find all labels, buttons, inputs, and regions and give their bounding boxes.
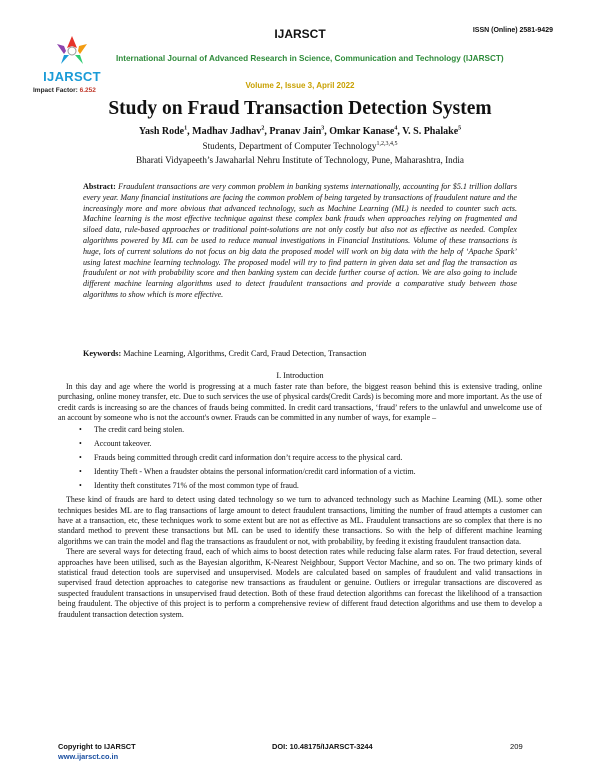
impact-label: Impact Factor: (33, 87, 78, 94)
affiliation-institute: Bharati Vidyapeeth’s Jawaharlal Nehru Institute of Technology, Pune, Maharashtra, India (135, 155, 464, 165)
author-name: Omkar Kanase (329, 126, 395, 137)
body-text (58, 382, 542, 620)
list-item: • Frauds being committed through credit card information don’t require access to the physical card. (94, 453, 542, 463)
fraud-types-list (58, 425, 542, 491)
author-sup: 3 (321, 125, 325, 132)
journal-name: International Journal of Advanced Research in Science, Communication and Technology (IJARSCT) (116, 54, 504, 63)
keywords-text: Machine Learning, Algorithms, Credit Card, Fraud Detection, Transaction (123, 349, 367, 358)
volume-info: Volume 2, Issue 3, April 2022 (245, 81, 355, 90)
page-number: 209 (510, 742, 523, 751)
paper-title: Study on Fraud Transaction Detection System (108, 98, 492, 119)
affiliation-text: Students, Department of Computer Technology (202, 141, 377, 151)
paragraph: These kind of frauds are hard to detect using dated technology so we turn to advanced technology such as Machine Learning (ML). some other techniques besides ML are to flag transactions of large amount to detect fraudulent transactions, limiting the number of fraud attempts a customer can have at a transaction, etc, these techniques work to some extent but are not as effective as ML. Fraudulent transactions are so complex that there is no standard method to prevent these transactions but ML can be used to identify these transactions. So with the help of different machine learning algorithms we can train the model and flag the transactions as fraudulent or not, with probability, by feeding it existing fraudulent transaction data. (58, 495, 542, 546)
list-item: • Identity theft constitutes 71% of the most common type of fraud. (94, 481, 542, 491)
footer-copyright: Copyright to IJARSCT (58, 742, 136, 751)
logo-emblem-icon (47, 34, 97, 68)
abstract-label: Abstract: (83, 182, 116, 191)
author-name: Yash Rode (138, 126, 185, 137)
author-list: Yash Rode$^1$, Madhav Jadhav$^2$, Pranav Jain$^3$, Omkar Kanase$^4$, V. S. Phalake$^5$ (138, 125, 462, 137)
issn: ISSN (Online) 2581-9429 (472, 27, 553, 34)
journal-logo (32, 34, 112, 84)
author-name: Pranav Jain (269, 126, 322, 137)
footer-doi: DOI: 10.48175/IJARSCT-3244 (272, 742, 373, 751)
author-name: V. S. Phalake (402, 126, 459, 137)
affiliation-sup: 1,2,3,4,5 (376, 140, 398, 147)
footer-url-link[interactable]: www.ijarsct.co.in (58, 752, 119, 761)
logo-text: IJARSCT (43, 69, 101, 84)
author-name: Madhav Jadhav (192, 126, 262, 137)
list-item: • The credit card being stolen. (94, 425, 542, 435)
keywords-label: Keywords: (83, 349, 122, 358)
running-header: IJARSCT (274, 27, 326, 41)
list-item: • Identity Theft - When a fraudster obtains the personal information/credit card information of a victim. (94, 467, 542, 477)
author-sup: 1 (184, 125, 188, 132)
paragraph: There are several ways for detecting fraud, each of which aims to boost detection rates while reducing false alarm rates. For fraud detection, several approaches have been utilised, such as the Bayesian algorithm, K-Nearest Neighbour, Support Vector Machine, and so on. The two primary kinds of statistical fraud detection tools are supervised and unsupervised. Models are calculated based on samples of fraudulent and valid transactions in supervised fraud detection approaches to categorise new transactions as fraudulent or genuine. Outliers or irregular transactions are discovered as suspected fraudulent transactions in unsupervised fraud detection. Both of these fraud detection algorithms can forecast the likelihood of a transaction being fraudulent. The objective of this project is to perform a comprehensive review of different fraud detection algorithms and use them to develop a fraudulent transaction detection system. (58, 547, 542, 619)
footer-left (58, 742, 136, 762)
author-sup: 2 (261, 125, 265, 132)
impact-value: 6.252 (79, 87, 96, 94)
abstract-text: Fraudulent transactions are very common problem in banking systems internationally, accounting for $5.1 trillion dollars every year. Many financial institutions are facing the common problem of being targeted by transactions of fraudulent nature and the increasingly more and more obvious that advanced technology, such as Machine Learning (ML) is needed to counter such acts. Machine learning is the most effective technique against these complex bank frauds when approaches relying on fragmented and siloed data, rule-based approaches or traditional point-solutions are not only costly but also not as effective as needed. Complex algorithms powered by ML can be used to reduce manual investigations in Financial Institutions. Volume of these transactions is huge, lots of current solutions do not focus on big data the proposed model will work on big data with the help of ‘Apache Spark’ using latest machine learning technology. The proposed model will try to find pattern in given data set and flag the transaction as fraudulent or not with probability score and then banking system can decide further course of action. We are also going to include different machine learning algorithms used to detect fraudulent transactions and provide a comparative study between those algorithms to show which is more effective. (83, 182, 517, 299)
affiliation-department (0, 141, 600, 151)
paragraph: In this day and age where the world is progressing at a much faster rate than before, the biggest reason behind this is extensive trading, online purchasing, online money transfer, etc. Due to such services the use of physical cards(Credit Cards) is becoming more and more important. As the use of credit cards is increasing so are the chances of frauds being committed. In credit card transactions, ‘fraud’ refers to the unlawful and unwelcome use of an account by someone who is not the account's owner. Frauds can be committed in any number of ways, for example – (58, 382, 542, 423)
abstract (83, 182, 517, 301)
list-item: • Account takeover. (94, 439, 542, 449)
keywords (83, 349, 517, 358)
author-sup: 4 (394, 125, 398, 132)
author-sup: 5 (458, 125, 462, 132)
section-heading: I. Introduction (276, 371, 324, 380)
